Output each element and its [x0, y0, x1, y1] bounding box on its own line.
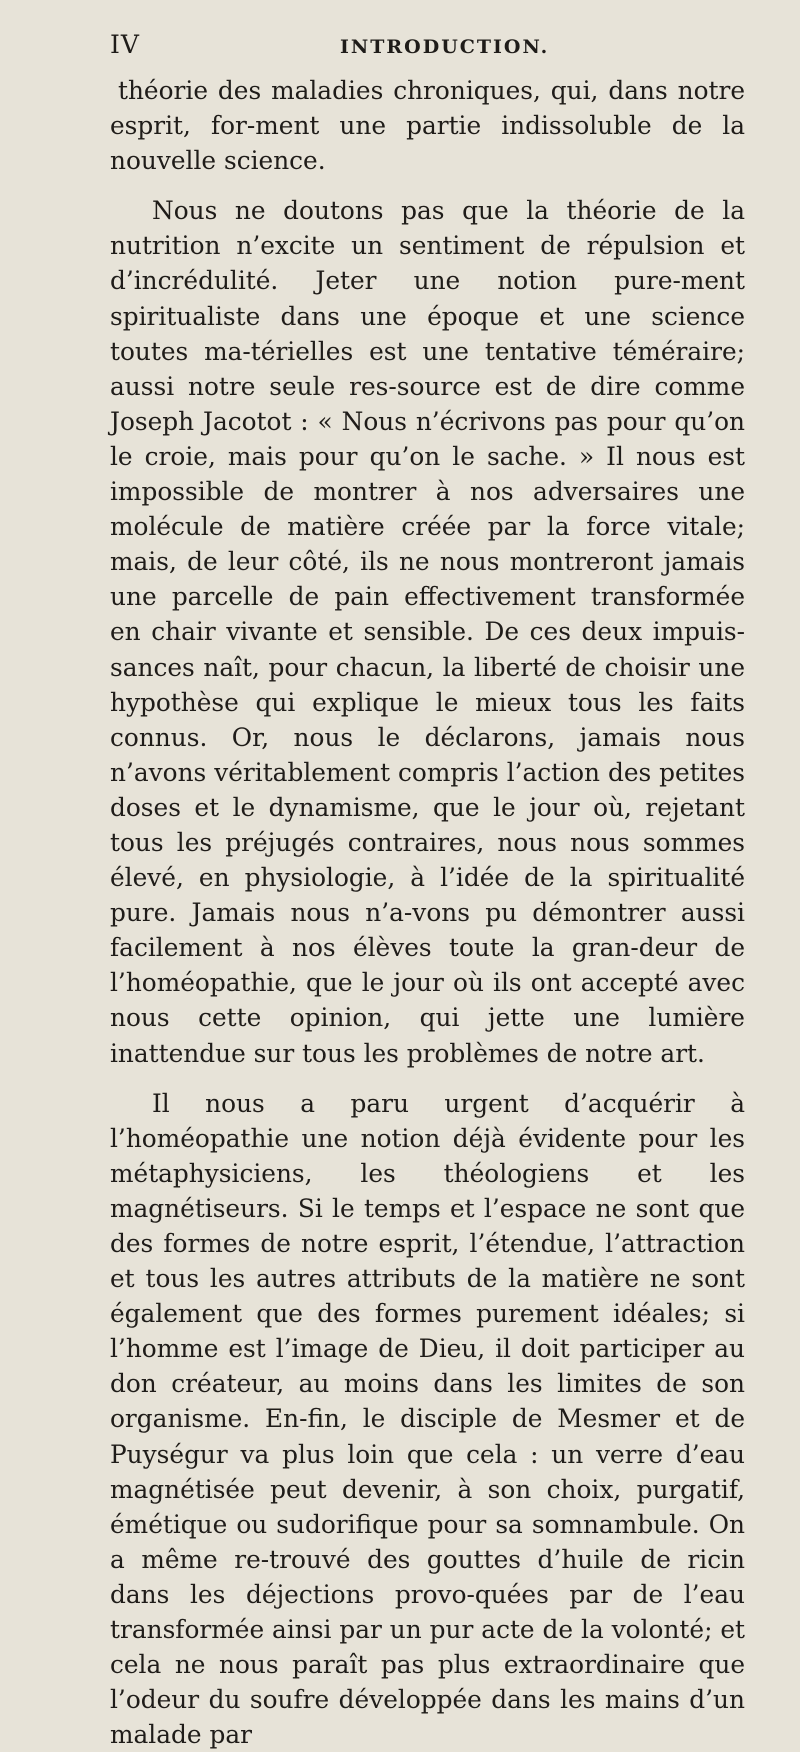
- section-title: INTRODUCTION.: [340, 36, 550, 58]
- paragraph-continuation: théorie des maladies chroniques, qui, dans notre esprit, for-ment une partie indissoluble de la nouvelle science.: [110, 76, 745, 176]
- paragraph-homeopathy-notion: Il nous a paru urgent d’acquérir à l’homéopathie une notion déjà évidente pour les métaphysiciens, les théologiens et les magnétiseurs. Si le temps et l’espace ne sont que des formes de notre esprit, l’étendue, l’attraction et tous les autres attributs de la matière ne sont également que des formes purement idéales; si l’homme est l’image de Dieu, il doit participer au don créateur, au moins dans les limites de son organisme. En-fin, le disciple de Mesmer et de Puységur va plus loin que cela : un verre d’eau magnétisée peut devenir, à son choix, purgatif, émétique ou sudorifique pour sa somnambule. On a même re-trouvé des gouttes d’huile de ricin dans les déjections provo-quées par de l’eau transformée ainsi par un pur acte de la volonté; et cela ne nous paraît pas plus extraordinaire que l’odeur du soufre développée dans les mains d’un malade par: [110, 1088, 745, 1750]
- paragraph-nutrition-theory: Nous ne doutons pas que la théorie de la nutrition n’excite un sentiment de répulsion et d’incrédulité. Jeter une notion pure-ment spiritualiste dans une époque et une science toutes ma-térielles est une tentative téméraire; aussi notre seule res-source est de dire comme Joseph Jacotot : « Nous n’écrivons pas pour qu’on le croie, mais pour qu’on le sache. » Il nous est impossible de montrer à nos adversaires une molécule de matière créée par la force vitale; mais, de leur côté, ils ne nous montreront jamais une parcelle de pain effectivement transformée en chair vivante et sensible. De ces deux impuis-sances naît, pour chacun, la liberté de choisir une hypothèse qui explique le mieux tous les faits connus. Or, nous le déclarons, jamais nous n’avons véritablement compris l’action des petites doses et le dynamisme, que le jour où, rejetant tous les préjugés contraires, nous nous sommes élevé, en physiologie, à l’idée de la spiritualité pure. Jamais nous n’a-vons pu démontrer aussi facilement à nos élèves toute la gran-deur de l’homéopathie, que le jour où ils ont accepté avec nous cette opinion, qui jette une lumière inattendue sur tous les problèmes de notre art.: [110, 196, 745, 1068]
- running-head: [110, 30, 745, 59]
- page-number: IV: [110, 30, 140, 59]
- body-text: [110, 73, 745, 1752]
